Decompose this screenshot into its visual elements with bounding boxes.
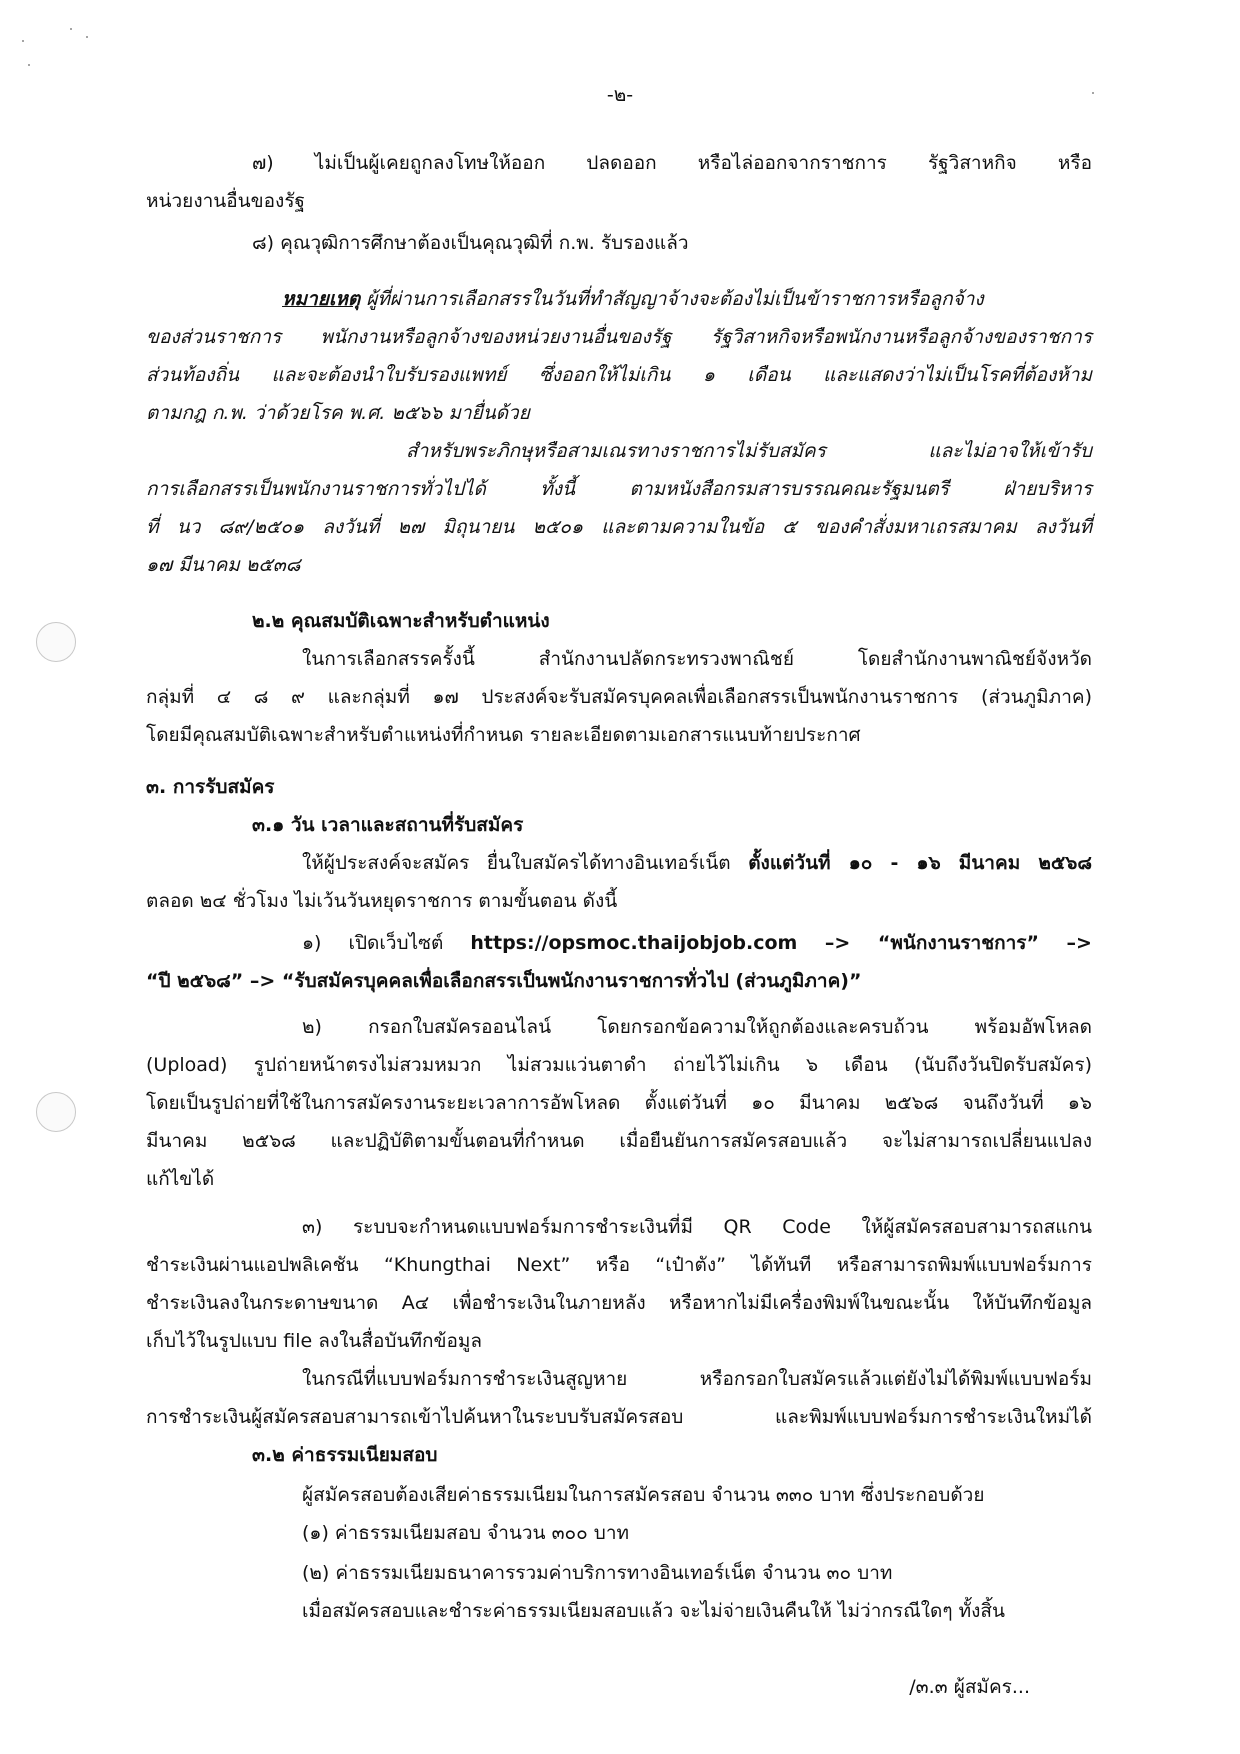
paragraph-line	[302, 848, 1092, 878]
paragraph-line: ๗) ไม่เป็นผู้เคยถูกลงโทษให้ออก ปลดออก หรือไล่ออกจากราชการ รัฐวิสาหกิจ หรือ	[252, 152, 1092, 174]
remark-line: ตามกฎ ก.พ. ว่าด้วยโรค พ.ศ. ๒๕๖๖ มายื่นด้วย	[146, 402, 530, 424]
continuation-footer: /๓.๓ ผู้สมัคร...	[909, 1676, 1030, 1698]
section-heading-2-2: ๒.๒ คุณสมบัติเฉพาะสำหรับตำแหน่ง	[252, 610, 550, 632]
paragraph-text: ให้ผู้ประสงค์จะสมัคร ยื่นใบสมัครได้ทางอินเทอร์เน็ต	[302, 852, 749, 874]
remark-line: การเลือกสรรเป็นพนักงานราชการทั่วไปได้ ทั้งนี้ ตามหนังสือกรมสารบรรณคณะรัฐมนตรี ฝ่ายบริหาร	[146, 478, 1092, 500]
paragraph-line: เก็บไว้ในรูปแบบ file ลงในสื่อบันทึกข้อมูล	[146, 1330, 483, 1352]
paragraph-line: แก้ไขได้	[146, 1168, 215, 1190]
remark-line: ส่วนท้องถิ่น และจะต้องนำใบรับรองแพทย์ ซึ่งออกให้ไม่เกิน ๑ เดือน และแสดงว่าไม่เป็นโรคที่ต้องห้าม	[146, 364, 1092, 386]
paragraph-line: ผู้สมัครสอบต้องเสียค่าธรรมเนียมในการสมัครสอบ จำนวน ๓๓๐ บาท ซึ่งประกอบด้วย	[302, 1484, 985, 1506]
paragraph-line: โดยมีคุณสมบัติเฉพาะสำหรับตำแหน่งที่กำหนด รายละเอียดตามเอกสารแนบท้ายประกาศ	[146, 724, 861, 746]
paragraph-line: กลุ่มที่ ๔ ๘ ๙ และกลุ่มที่ ๑๗ ประสงค์จะรับสมัครบุคคลเพื่อเลือกสรรเป็นพนักงานราชการ (ส่วนภูมิภาค)	[146, 686, 1092, 708]
section-heading-3-1: ๓.๑ วัน เวลาและสถานที่รับสมัคร	[252, 814, 524, 836]
step-line: ๓) ระบบจะกำหนดแบบฟอร์มการชำระเงินที่มี QR Code ให้ผู้สมัครสอบสามารถสแกน	[302, 1216, 1092, 1238]
step-text: ๑) เปิดเว็บไซต์	[302, 932, 471, 954]
paragraph-line: เมื่อสมัครสอบและชำระค่าธรรมเนียมสอบแล้ว จะไม่จ่ายเงินคืนให้ ไม่ว่ากรณีใดๆ ทั้งสิ้น	[302, 1600, 1005, 1622]
remark-line	[282, 284, 1092, 314]
paragraph-line: ในการเลือกสรรครั้งนี้ สำนักงานปลัดกระทรวงพาณิชย์ โดยสำนักงานพาณิชย์จังหวัด	[302, 648, 1092, 670]
paragraph-line: การชำระเงินผู้สมัครสอบสามารถเข้าไปค้นหาในระบบรับสมัครสอบ และพิมพ์แบบฟอร์มการชำระเงินใหม่ได้	[146, 1406, 1092, 1428]
page-number: -๒-	[606, 84, 634, 106]
paragraph-line: หน่วยงานอื่นของรัฐ	[146, 190, 306, 212]
remark-line: ๑๗ มีนาคม ๒๕๓๘	[146, 554, 301, 576]
remark-label: หมายเหตุ	[282, 288, 361, 310]
section-heading-3-2: ๓.๒ ค่าธรรมเนียมสอบ	[252, 1444, 438, 1466]
paragraph-line: ตลอด ๒๔ ชั่วโมง ไม่เว้นวันหยุดราชการ ตามขั้นตอน ดังนี้	[146, 890, 618, 912]
remark-line: สำหรับพระภิกษุหรือสามเณรทางราชการไม่รับสมัคร และไม่อาจให้เข้ารับ	[406, 440, 1092, 462]
remark-line: ของส่วนราชการ พนักงานหรือลูกจ้างของหน่วยงานอื่นของรัฐ รัฐวิสาหกิจหรือพนักงานหรือลูกจ้างของราชการ	[146, 326, 1092, 348]
paragraph-line: ชำระเงินลงในกระดาษขนาด A๔ เพื่อชำระเงินในภายหลัง หรือหากไม่มีเครื่องพิมพ์ในขณะนั้น ให้บันทึกข้อมูล	[146, 1292, 1092, 1314]
section-heading-3: ๓. การรับสมัคร	[146, 776, 275, 798]
step-line: ๒) กรอกใบสมัครออนไลน์ โดยกรอกข้อความให้ถูกต้องและครบถ้วน พร้อมอัพโหลด	[302, 1016, 1092, 1038]
paragraph-line: (Upload) รูปถ่ายหน้าตรงไม่สวมหมวก ไม่สวมแว่นตาดำ ถ่ายไว้ไม่เกิน ๖ เดือน (นับถึงวันปิดรับสมัคร)	[146, 1054, 1092, 1076]
website-path: https://opsmoc.thaijobjob.com –> “พนักงานราชการ” –>	[470, 932, 1092, 954]
website-path-line: “ปี ๒๕๖๘” –> “รับสมัครบุคคลเพื่อเลือกสรรเป็นพนักงานราชการทั่วไป (ส่วนภูมิภาค)”	[146, 970, 862, 992]
punch-hole-bottom	[36, 1092, 76, 1132]
remark-text: ผู้ที่ผ่านการเลือกสรรในวันที่ทำสัญญาจ้างจะต้องไม่เป็นข้าราชการหรือลูกจ้าง	[360, 288, 984, 310]
fee-item: (๑) ค่าธรรมเนียมสอบ จำนวน ๓๐๐ บาท	[302, 1522, 630, 1544]
paragraph-line: ชำระเงินผ่านแอปพลิเคชัน “Khungthai Next” หรือ “เป๋าตัง” ได้ทันที หรือสามารถพิมพ์แบบฟอร์มการ	[146, 1254, 1092, 1276]
step-line	[302, 928, 1092, 958]
remark-line: ที่ นว ๘๙/๒๕๐๑ ลงวันที่ ๒๗ มิถุนายน ๒๕๐๑ และตามความในข้อ ๕ ของคำสั่งมหาเถรสมาคม ลงวันที่	[146, 516, 1092, 538]
application-dates: ตั้งแต่วันที่ ๑๐ - ๑๖ มีนาคม ๒๕๖๘	[748, 852, 1092, 874]
paragraph-line: ในกรณีที่แบบฟอร์มการชำระเงินสูญหาย หรือกรอกใบสมัครแล้วแต่ยังไม่ได้พิมพ์แบบฟอร์ม	[302, 1368, 1092, 1390]
paragraph-line: ๘) คุณวุฒิการศึกษาต้องเป็นคุณวุฒิที่ ก.พ. รับรองแล้ว	[252, 232, 689, 254]
punch-hole-top	[36, 622, 76, 662]
fee-item: (๒) ค่าธรรมเนียมธนาคารรวมค่าบริการทางอินเทอร์เน็ต จำนวน ๓๐ บาท	[302, 1562, 893, 1584]
paragraph-line: มีนาคม ๒๕๖๘ และปฏิบัติตามขั้นตอนที่กำหนด เมื่อยืนยันการสมัครสอบแล้ว จะไม่สามารถเปลี่ยนแปลง	[146, 1130, 1092, 1152]
paragraph-line: โดยเป็นรูปถ่ายที่ใช้ในการสมัครงานระยะเวลาการอัพโหลด ตั้งแต่วันที่ ๑๐ มีนาคม ๒๕๖๘ จนถึงวันที่ ๑๖	[146, 1092, 1092, 1114]
